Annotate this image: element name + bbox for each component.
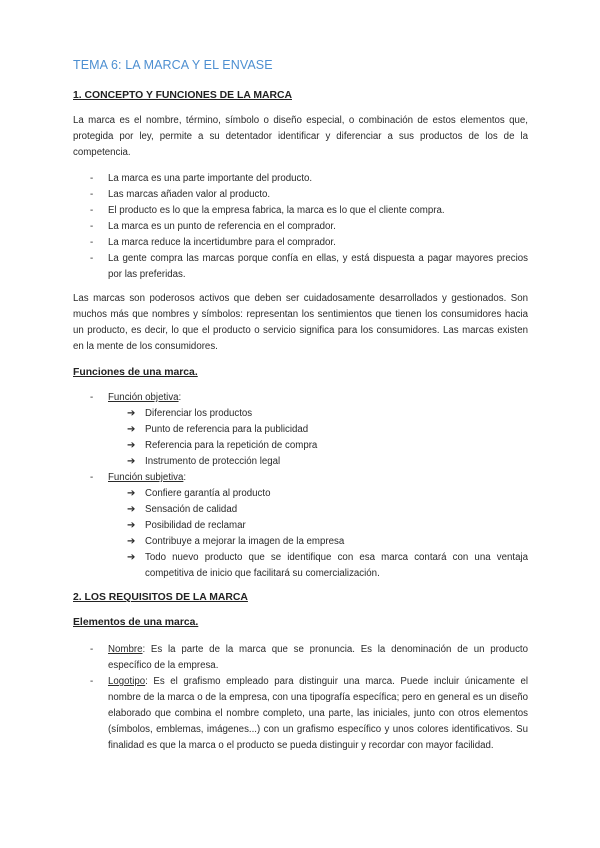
bullet-dash: -: [90, 392, 94, 403]
arrow-icon: ➔: [127, 424, 136, 435]
sub-list-item-text: Referencia para la repetición de compra: [145, 440, 318, 451]
bullet-dash: -: [90, 173, 94, 184]
label-suffix: :: [178, 392, 182, 403]
section-heading-requisitos: 2. LOS REQUISITOS DE LA MARCA: [73, 592, 248, 603]
elements-heading: Elementos de una marca.: [73, 617, 199, 628]
list-item-text: La marca es una parte importante del producto.: [108, 173, 313, 184]
bullet-dash: -: [90, 189, 94, 200]
sub-list-item-text: Punto de referencia para la publicidad: [145, 424, 309, 435]
arrow-icon: ➔: [127, 520, 136, 531]
arrow-icon: ➔: [127, 536, 136, 547]
label-suffix: :: [183, 472, 187, 483]
bullet-dash: -: [90, 221, 94, 232]
arrow-icon: ➔: [127, 552, 136, 563]
element-term-nombre: Nombre: [108, 644, 143, 655]
document-title: TEMA 6: LA MARCA Y EL ENVASE: [73, 58, 273, 72]
body-paragraph: Las marcas son poderosos activos que deben ser cuidadosamente desarrollados y gestionados. Son muchos más que nombres y símbolos: representan los sentimientos que tienen los consumidores hacia un producto, es decir, lo que el producto o servicio significa para los consumidores. Las marcas existen en la mente de los consumidores.: [73, 293, 528, 352]
bullet-dash: -: [90, 237, 94, 248]
element-term-logotipo: Logotipo: [108, 676, 146, 687]
functions-heading: Funciones de una marca.: [73, 367, 198, 378]
arrow-icon: ➔: [127, 504, 136, 515]
arrow-icon: ➔: [127, 456, 136, 467]
sub-list-item-text: Confiere garantía al producto: [145, 488, 271, 499]
list-item-text: Las marcas añaden valor al producto.: [108, 189, 271, 200]
sub-list-item-text: Contribuye a mejorar la imagen de la empresa: [145, 536, 345, 547]
intro-paragraph: La marca es el nombre, término, símbolo o diseño especial, o combinación de estos elementos que, protegida por ley, permite a su detentador identificar y diferenciar a sus productos de los de la competencia.: [73, 115, 528, 158]
bullet-dash: -: [90, 644, 94, 655]
arrow-icon: ➔: [127, 408, 136, 419]
bullet-dash: -: [90, 472, 94, 483]
bullet-dash: -: [90, 676, 94, 687]
element-description: : Es el grafismo empleado para distinguir una marca. Puede incluir únicamente el nombre de la marca o de la empresa, con una tipografía específica; pero en general es un diseño elaborado que combina el nombre completo, una parte, las iniciales, junto con otros elementos (símbolos, emblemas, imágenes...) con un grafismo específico y unos colores identificativos. Su finalidad es que la marca o el producto se pueda distinguir y recordar con mayor facilidad.: [108, 676, 528, 751]
function-subjective-label: Función subjetiva: [108, 472, 184, 483]
list-item-text: La gente compra las marcas porque confía en ellas, y está dispuesta a pagar mayores precios por las preferidas.: [108, 253, 528, 280]
sub-list-item-text: Diferenciar los productos: [145, 408, 253, 419]
element-description: : Es la parte de la marca que se pronuncia. Es la denominación de un producto específico de la empresa.: [108, 644, 528, 671]
list-item-text: La marca reduce la incertidumbre para el comprador.: [108, 237, 336, 248]
sub-list-item-text: Instrumento de protección legal: [145, 456, 281, 467]
sub-list-item-text: Todo nuevo producto que se identifique con esa marca contará con una ventaja competitiva de inicio que facilitará su comercialización.: [145, 552, 528, 579]
bullet-dash: -: [90, 253, 94, 264]
sub-list-item-text: Sensación de calidad: [145, 504, 238, 515]
arrow-icon: ➔: [127, 488, 136, 499]
function-objective-label: Función objetiva: [108, 392, 179, 403]
arrow-icon: ➔: [127, 440, 136, 451]
section-heading-concepto: 1. CONCEPTO Y FUNCIONES DE LA MARCA: [73, 90, 292, 101]
list-item-text: La marca es un punto de referencia en el comprador.: [108, 221, 336, 232]
list-item-text: El producto es lo que la empresa fabrica, la marca es lo que el cliente compra.: [108, 205, 445, 216]
sub-list-item-text: Posibilidad de reclamar: [145, 520, 246, 531]
bullet-dash: -: [90, 205, 94, 216]
